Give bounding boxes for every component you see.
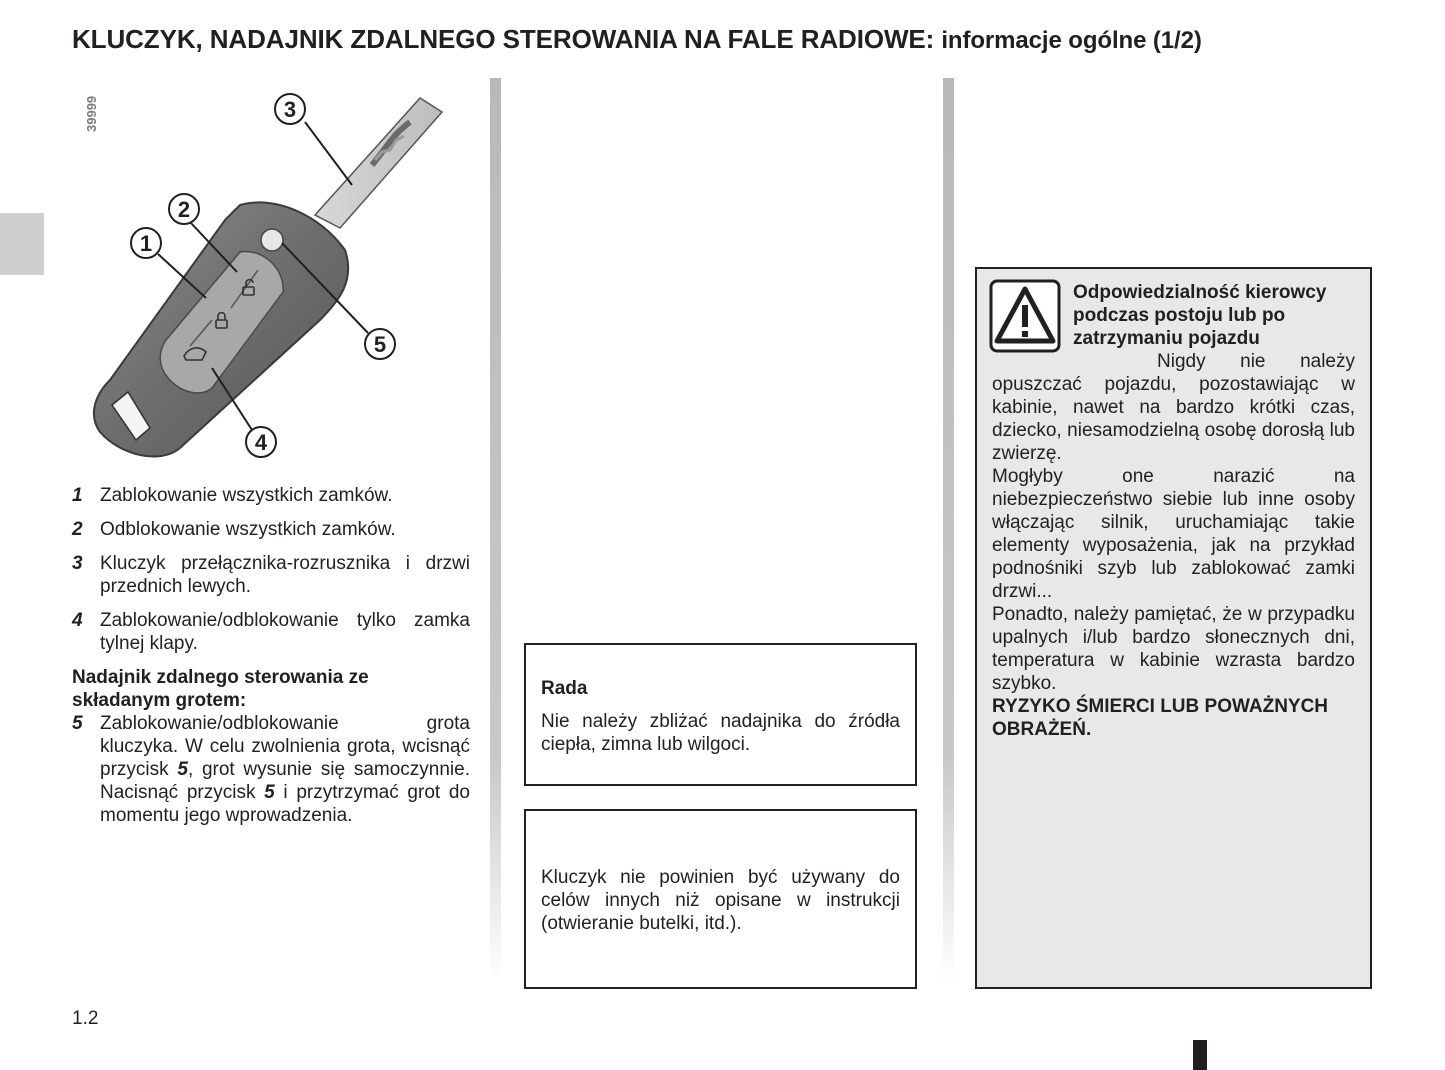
callout-3 [275, 94, 305, 124]
legend-text: Kluczyk przełącznika-rozrusznika i drzwi przednich lewych. [100, 553, 470, 597]
legend-text-part: , grot wysunie się samoczynnie. Nacisnąć przycisk [100, 759, 470, 803]
page-number: 1.2 [72, 1008, 99, 1029]
legend-text: Odblokowanie wszystkich zamków. [100, 519, 396, 540]
key-blade [315, 98, 442, 228]
legend-item [72, 518, 470, 541]
callout-4 [246, 427, 276, 457]
svg-text:2: 2 [177, 197, 191, 222]
warning-triangle-icon [989, 279, 1061, 355]
warning-emphasis: RYZYKO ŚMIERCI LUB POWAŻNYCH OBRAŻEŃ. [992, 696, 1329, 740]
warning-paragraph: Ponadto, należy pamiętać, że w przypadku upalnych i/lub bardzo słonecznych dni, temperatura w kabinie wzrasta bardzo szybko. [992, 604, 1355, 694]
column-divider-right [943, 78, 954, 983]
callout-5 [365, 329, 395, 359]
warning-heading: Odpowiedzialność kierowcy podczas postoju lub po zatrzymaniu pojazdu [1073, 282, 1327, 349]
warning-paragraph: Nigdy nie należy opuszczać pojazdu, pozostawiając w kabinie, nawet na bardzo krótki czas, dziecko, niesamodzielną osobę dorosłą lub zwierzę. [992, 351, 1355, 464]
legend-num: 4 [72, 610, 83, 631]
callout-1 [131, 228, 161, 258]
legend-item [72, 712, 470, 827]
legend-heading: Nadajnik zdalnego sterowania ze składanym grotem: [72, 667, 369, 711]
legend-text: Zablokowanie/odblokowanie tylko zamka tylnej klapy. [100, 610, 470, 654]
legend-text: Zablokowanie wszystkich zamków. [100, 485, 393, 506]
advice-box [524, 643, 917, 786]
key-usage-text: Kluczyk nie powinien być używany do celów innych niż opisane w instrukcji (otwieranie butelki, itd.). [541, 867, 900, 934]
legend-text-part: i przytrzymać grot do momentu jego wprowadzenia. [100, 782, 470, 826]
legend-num: 2 [72, 519, 83, 540]
callout-2 [169, 194, 199, 224]
title-main: KLUCZYK, NADAJNIK ZDALNEGO STEROWANIA NA FALE RADIOWE: [72, 24, 935, 54]
svg-text:4: 4 [254, 430, 268, 455]
key-illustration [75, 83, 475, 468]
legend-num: 5 [72, 713, 83, 734]
section-tab [0, 213, 44, 275]
blade-release-button [261, 229, 283, 251]
svg-text:1: 1 [139, 231, 153, 256]
advice-title: Rada [541, 678, 588, 699]
legend-num: 3 [72, 553, 83, 574]
svg-text:5: 5 [373, 332, 387, 357]
key-fob-drawing [75, 83, 475, 468]
advice-text: Nie należy zbliżać nadajnika do źródła ciepła, zimna lub wilgoci. [541, 711, 900, 755]
page-title [72, 24, 1392, 55]
warning-box [975, 267, 1372, 989]
svg-text:3: 3 [283, 97, 297, 122]
legend-item [72, 609, 470, 655]
legend-ref: 5 [264, 782, 275, 803]
key-usage-box [524, 809, 917, 989]
legend-item [72, 484, 470, 507]
warning-paragraph: Mogłyby one narazić na niebezpieczeństwo siebie lub inne osoby włączając silnik, uruchamiając takie elementy wyposażenia, jak na przykład podnośniki szyb lub zablokować zamki drzwi... [992, 466, 1355, 602]
legend-item [72, 552, 470, 598]
title-subtitle: informacje ogólne (1/2) [941, 27, 1202, 54]
column-divider-left [490, 78, 501, 983]
legend-ref: 5 [177, 759, 188, 780]
page-marker [1193, 1040, 1207, 1070]
figure-legend [72, 484, 470, 827]
figure-code-text: 39999 [84, 95, 99, 132]
legend-text-part: Zablokowanie/odblokowanie grota kluczyka. W celu zwolnienia grota, wcisnąć przycisk [100, 713, 470, 780]
legend-num: 1 [72, 485, 83, 506]
